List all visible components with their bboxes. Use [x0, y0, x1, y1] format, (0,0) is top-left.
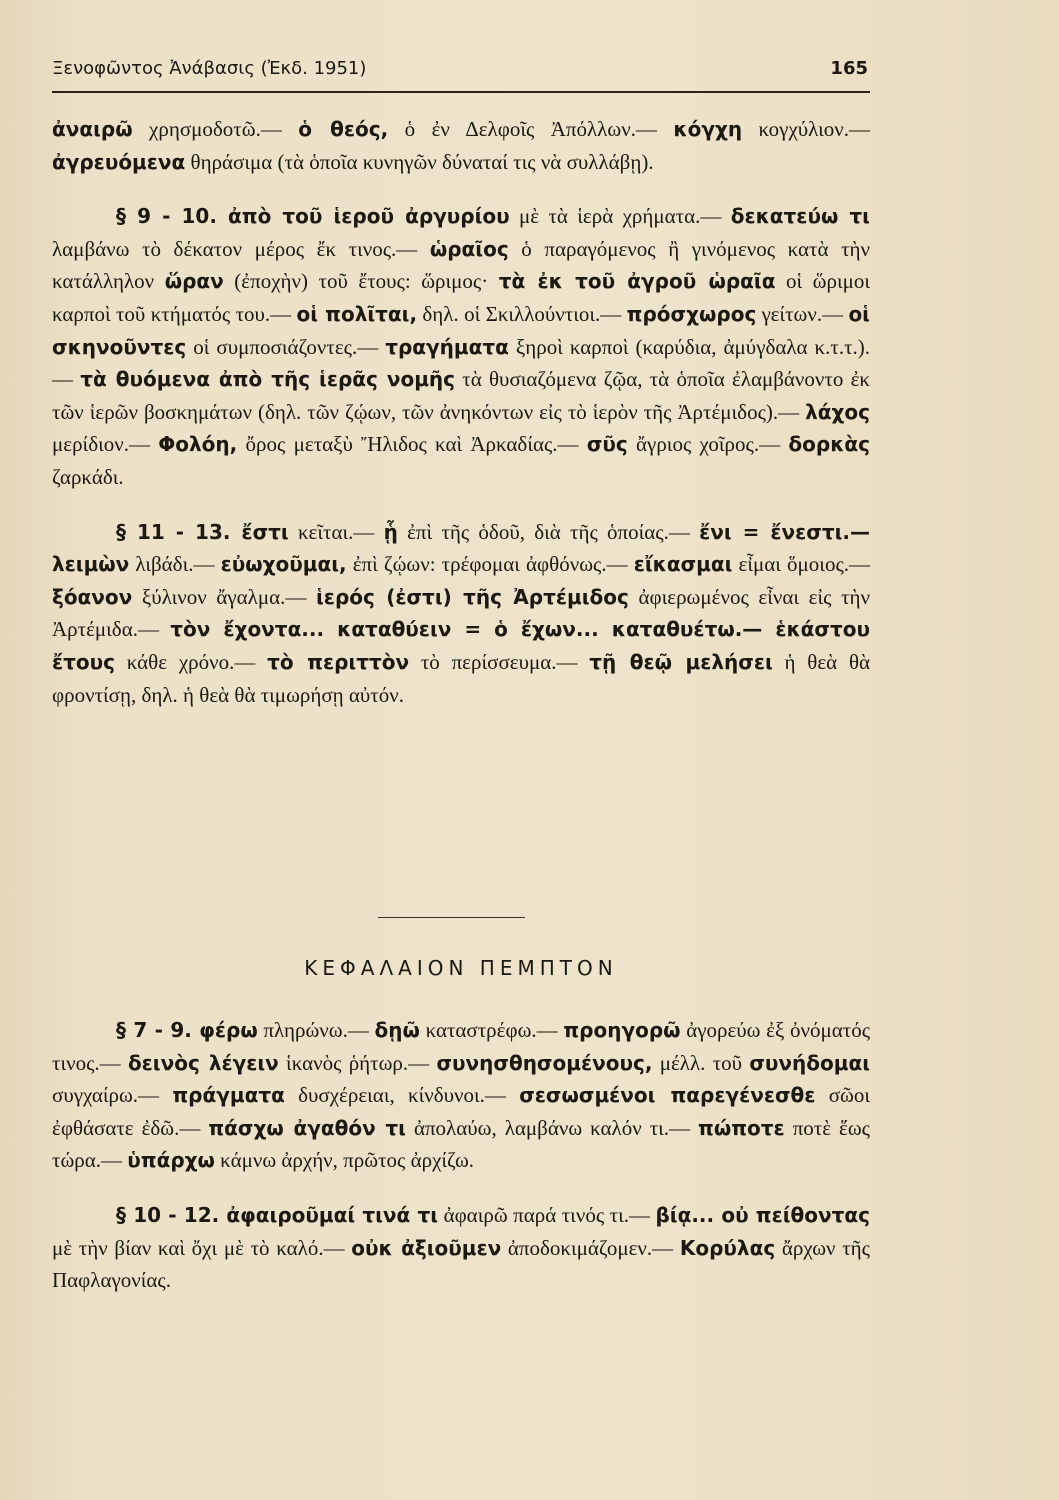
glossary-part-2 [52, 1014, 870, 1297]
glossary-paragraph [52, 200, 870, 493]
glossary-explanation: ἡ θεὰ θὰ φροντίσῃ, δηλ. ἡ θεὰ θὰ τιμωρήσῃ αὐτόν. [52, 649, 871, 707]
glossary-explanation: ἐπὶ ζῴων: τρέφομαι ἀφθόνως.— [346, 552, 634, 577]
glossary-term: τὸν ἔχοντα... καταθύειν = ὁ ἔχων... καταθυέτω.— ἑκάστου ἔτους [52, 617, 870, 674]
glossary-explanation: κεῖται.— [288, 519, 384, 544]
glossary-paragraph [52, 113, 870, 178]
glossary-explanation: μὲ τὰ ἱερὰ χρήματα.— [509, 204, 731, 229]
glossary-term: ἀγρευόμενα [52, 149, 186, 174]
page-number: 165 [830, 58, 868, 79]
glossary-term: ὥραν [164, 269, 224, 294]
glossary-term: δῃῶ [374, 1018, 420, 1042]
glossary-term: δεκατεύω τι [730, 204, 870, 229]
glossary-explanation: ἀγορεύω ἐξ ὀνόματός τινος.— [52, 1018, 871, 1075]
glossary-explanation: ὁ παραγόμενος ἢ γινόμενος κατὰ τὴν κατάλληλον [52, 236, 870, 294]
glossary-term: εὐωχοῦμαι, [220, 552, 347, 577]
glossary-explanation: οἱ συμποσιάζοντες.— [186, 334, 386, 359]
glossary-term: Κορύλας [679, 1235, 776, 1260]
glossary-explanation: ἐπὶ τῆς ὁδοῦ, διὰ τῆς ὁποίας.— [397, 519, 700, 544]
glossary-explanation: οἱ ὥριμοι καρποὶ τοῦ κτήματός του.— [52, 269, 871, 326]
glossary-term: οὐκ ἀξιοῦμεν [351, 1235, 502, 1260]
glossary-explanation: κάθε χρόνο.— [115, 649, 268, 674]
glossary-term: ἱερός (ἐστι) τῆς Ἀρτέμιδος [316, 584, 629, 609]
glossary-explanation: ξύλινον ἄγαλμα.— [132, 584, 317, 609]
glossary-explanation: ἱκανὸς ῥήτωρ.— [278, 1050, 437, 1075]
glossary-paragraph [52, 516, 870, 712]
glossary-paragraph [52, 1199, 870, 1297]
glossary-explanation: λιβάδι.— [129, 552, 221, 577]
glossary-explanation: σῶοι ἐφθάσατε ἐδῶ.— [52, 1083, 870, 1140]
glossary-explanation: ζαρκάδι. [52, 464, 124, 489]
glossary-term: ἔνι = ἔνεστι.— λειμὼν [52, 519, 870, 577]
glossary-explanation: κάμνω ἀρχήν, πρῶτος ἀρχίζω. [214, 1148, 475, 1173]
glossary-term: ἀναιρῶ [52, 117, 133, 141]
glossary-explanation: τὰ θυσιαζόμενα ζῷα, τὰ ὁποῖα ἐλαμβάνοντο ἐκ τῶν ἱερῶν βοσκημάτων (δηλ. τῶν ζῴων, τῶν ἀνηκόντων εἰς τὸ ἱερὸν τῆς Ἀρτέμιδος).— [52, 367, 871, 424]
glossary-term: τραγήματα [385, 334, 509, 359]
glossary-term: τὸ περιττὸν [267, 649, 410, 674]
glossary-term: § 7 - 9. φέρω [116, 1018, 258, 1042]
glossary-term: τὰ ἐκ τοῦ ἀγροῦ ὡραῖα [498, 269, 776, 294]
glossary-term: Φολόη, [158, 432, 238, 457]
glossary-term: § 9 - 10. ἀπὸ τοῦ ἱεροῦ ἀργυρίου [116, 204, 510, 229]
glossary-term: συνήδομαι [749, 1050, 870, 1075]
glossary-term: § 10 - 12. ἀφαιροῦμαί τινά τι [116, 1202, 439, 1227]
glossary-term: ᾗ [383, 519, 398, 544]
section-divider [378, 917, 525, 918]
glossary-explanation: δηλ. οἱ Σκιλλούντιοι.— [417, 301, 627, 326]
glossary-term: § 11 - 13. ἔστι [116, 519, 289, 544]
glossary-term: σεσωσμένοι παρεγένεσθε [519, 1083, 816, 1108]
glossary-term: ξόανον [52, 584, 133, 609]
glossary-term: ὁ θεός, [298, 117, 389, 141]
glossary-explanation: ὄρος μεταξὺ Ἤλιδος καὶ Ἀρκαδίας.— [237, 432, 587, 457]
glossary-explanation: γείτων.— [756, 301, 849, 326]
glossary-explanation: καταστρέφω.— [419, 1018, 564, 1042]
glossary-explanation: ἀπολαύω, λαμβάνω καλόν τι.— [405, 1115, 699, 1140]
glossary-term: βίᾳ... οὐ πείθοντας [655, 1202, 871, 1227]
glossary-explanation: κογχύλιον.— [742, 117, 870, 141]
glossary-explanation: πληρώνω.— [257, 1018, 375, 1042]
glossary-explanation: ποτὲ ἕως τώρα.— [52, 1115, 870, 1173]
glossary-paragraph [52, 1014, 870, 1177]
glossary-explanation: ξηροὶ καρποὶ (καρύδια, ἀμύγδαλα κ.τ.τ.).— [52, 334, 871, 392]
glossary-term: τὰ θυόμενα ἀπὸ τῆς ἱερᾶς νομῆς [80, 367, 456, 392]
glossary-explanation: ἀφιερωμένος εἶναι εἰς τὴν Ἀρτέμιδα.— [52, 584, 870, 642]
glossary-term: κόγχη [673, 117, 743, 141]
glossary-explanation: θηράσιμα (τὰ ὁποῖα κυνηγῶν δύναταί τις νὰ συλλάβῃ). [185, 149, 654, 174]
glossary-term: σῦς [586, 432, 628, 457]
glossary-part-1 [52, 113, 870, 711]
glossary-term: συνησθησομένους, [436, 1050, 653, 1075]
glossary-explanation: μὲ τὴν βίαν καὶ ὄχι μὲ τὸ καλό.— [52, 1235, 352, 1260]
glossary-explanation: λαμβάνω τὸ δέκατον μέρος ἔκ τινος.— [52, 236, 430, 261]
glossary-explanation: ἄρχων τῆς Παφλαγονίας. [52, 1235, 870, 1293]
glossary-term: λάχος [805, 399, 870, 424]
glossary-explanation: εἶμαι ὅμοιος.— [732, 552, 871, 577]
chapter-heading: ΚΕΦΑΛΑΙΟΝ ΠΕΜΠΤΟΝ [304, 956, 618, 980]
glossary-explanation: ἄγριος χοῖρος.— [627, 432, 789, 457]
glossary-explanation: χρησμοδοτῶ.— [132, 117, 299, 141]
glossary-term: οἱ σκηνοῦντες [52, 301, 870, 359]
glossary-explanation: συγχαίρω.— [52, 1083, 173, 1108]
glossary-explanation: (ἐποχὴν) τοῦ ἔτους: ὥριμος· [223, 269, 499, 294]
glossary-term: τῇ θεῷ μελήσει [589, 649, 773, 674]
header-rule [52, 91, 870, 93]
glossary-explanation: ὁ ἐν Δελφοῖς Ἀπόλλων.— [388, 117, 674, 141]
glossary-term: προηγορῶ [563, 1018, 681, 1042]
glossary-explanation: τὸ περίσσευμα.— [409, 649, 590, 674]
running-title: Ξενοφῶντος Ἀνάβασις (Ἐκδ. 1951) [52, 58, 367, 79]
glossary-term: πάσχω ἀγαθόν τι [208, 1115, 406, 1140]
glossary-term: πώποτε [698, 1115, 785, 1140]
glossary-term: δορκὰς [788, 432, 870, 457]
glossary-explanation: μέλλ. τοῦ [652, 1050, 750, 1075]
glossary-term: πρόσχωρος [626, 301, 757, 326]
glossary-term: ὑπάρχω [127, 1148, 215, 1173]
glossary-term: οἱ πολῖται, [296, 301, 418, 326]
glossary-explanation: ἀφαιρῶ παρά τινός τι.— [438, 1202, 656, 1227]
glossary-term: ὡραῖος [429, 236, 509, 261]
glossary-term: πράγματα [172, 1083, 285, 1108]
glossary-explanation: μερίδιον.— [52, 432, 159, 457]
glossary-explanation: δυσχέρειαι, κίνδυνοι.— [284, 1083, 520, 1108]
glossary-term: εἴκασμαι [633, 552, 733, 577]
glossary-explanation: ἀποδοκιμάζομεν.— [501, 1235, 680, 1260]
glossary-term: δεινὸς λέγειν [127, 1050, 279, 1075]
